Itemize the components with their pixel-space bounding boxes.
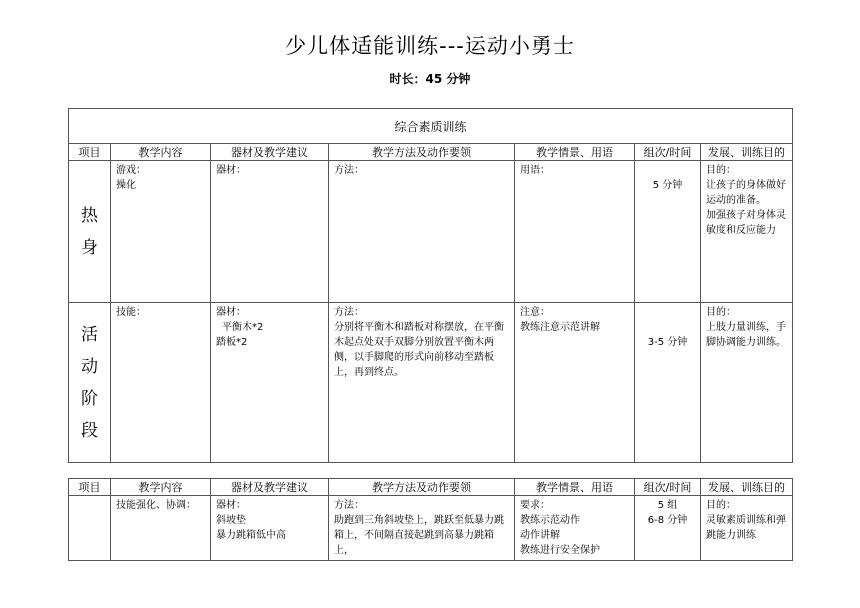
time-line: 6-8 分钟 <box>647 515 688 526</box>
time-cell <box>635 303 701 463</box>
scene-line: 用语： <box>520 165 550 176</box>
scene-cell <box>515 496 635 561</box>
equipment-line: 器材： <box>216 307 246 318</box>
stage-char: 阶 <box>81 388 98 409</box>
column-header: 组次/时间 <box>635 144 701 161</box>
method-line: 助跑到三角斜坡垫上，跳跃至低暴力跳箱上，不间隔直接起跳到高暴力跳箱上， <box>334 515 504 556</box>
training-table-1 <box>68 108 793 463</box>
time-line: 5 分钟 <box>652 180 683 191</box>
stage-char: 动 <box>81 356 98 377</box>
method-line: 方法： <box>334 307 364 318</box>
content-line: 技能强化、协调： <box>116 500 196 511</box>
stage-cell <box>69 303 111 463</box>
equipment-line: 踏板*2 <box>216 337 248 348</box>
goal-line: 灵敏素质训练和弹跳能力训练 <box>706 515 786 541</box>
column-header: 发展、训练目的 <box>701 479 793 496</box>
method-cell <box>329 496 515 561</box>
section-title: 综合素质训练 <box>69 109 793 144</box>
column-header: 发展、训练目的 <box>701 144 793 161</box>
content-cell <box>111 496 211 561</box>
stage-char: 热 <box>81 205 98 226</box>
column-header: 器材及教学建议 <box>211 479 329 496</box>
goal-line: 目的： <box>706 500 736 511</box>
page-title: 少儿体适能训练---运动小勇士 <box>285 34 575 58</box>
time-line: 5 组 <box>657 500 678 511</box>
column-header: 教学方法及动作要领 <box>329 144 515 161</box>
table-header-row <box>69 479 793 496</box>
time-cell <box>635 496 701 561</box>
table-row <box>69 303 793 463</box>
method-line: 方法： <box>334 500 364 511</box>
stage-char: 身 <box>81 237 98 258</box>
goal-line: 让孩子的身体做好运动的准备。 <box>706 180 786 206</box>
column-header: 教学内容 <box>111 479 211 496</box>
equipment-cell <box>211 161 329 303</box>
column-header: 教学方法及动作要领 <box>329 479 515 496</box>
column-header: 教学情景、用语 <box>515 144 635 161</box>
column-header: 组次/时间 <box>635 479 701 496</box>
scene-line: 教练注意示范讲解 <box>520 322 600 333</box>
goal-cell <box>701 303 793 463</box>
training-table-2 <box>68 478 793 561</box>
time-line: 3-5 分钟 <box>647 337 688 348</box>
scene-line: 注意： <box>520 307 550 318</box>
scene-cell <box>515 303 635 463</box>
method-cell <box>329 161 515 303</box>
content-cell <box>111 303 211 463</box>
method-line: 分别将平衡木和踏板对称摆放，在平衡木起点处双手双脚分别放置平衡木两侧，以手脚爬的形式向前移动至踏板上，再到终点。 <box>334 322 504 378</box>
method-line: 方法： <box>334 165 364 176</box>
scene-line: 教练示范动作 <box>520 515 580 526</box>
equipment-cell <box>211 496 329 561</box>
table-row <box>69 496 793 561</box>
goal-line: 目的： <box>706 307 736 318</box>
content-line: 操化 <box>116 180 136 191</box>
goal-cell <box>701 496 793 561</box>
stage-cell <box>69 161 111 303</box>
equipment-cell <box>211 303 329 463</box>
goal-cell <box>701 161 793 303</box>
content-cell <box>111 161 211 303</box>
scene-cell <box>515 161 635 303</box>
equipment-line: 斜坡垫 <box>216 515 246 526</box>
goal-line: 目的： <box>706 165 736 176</box>
stage-cell <box>69 496 111 561</box>
stage-char: 活 <box>81 324 98 345</box>
scene-line: 动作讲解 <box>520 530 560 541</box>
table-header-row <box>69 144 793 161</box>
equipment-line: 平衡木*2 <box>222 322 264 333</box>
equipment-line: 器材： <box>216 165 246 176</box>
content-line: 游戏： <box>116 165 146 176</box>
scene-line: 教练进行安全保护 <box>520 545 600 556</box>
column-header: 教学情景、用语 <box>515 479 635 496</box>
equipment-line: 器材： <box>216 500 246 511</box>
column-header: 项目 <box>69 479 111 496</box>
scene-line: 要求： <box>520 500 550 511</box>
duration-label: 时长：45 分钟 <box>389 72 471 86</box>
equipment-line: 暴力跳箱低中高 <box>216 530 286 541</box>
time-cell <box>635 161 701 303</box>
goal-line: 上肢力量训练，手脚协调能力训练。 <box>706 322 786 348</box>
column-header: 项目 <box>69 144 111 161</box>
column-header: 器材及教学建议 <box>211 144 329 161</box>
table-row <box>69 161 793 303</box>
goal-line: 加强孩子对身体灵敏度和反应能力 <box>706 210 786 236</box>
column-header: 教学内容 <box>111 144 211 161</box>
method-cell <box>329 303 515 463</box>
stage-char: 段 <box>81 420 98 441</box>
content-line: 技能： <box>116 307 146 318</box>
